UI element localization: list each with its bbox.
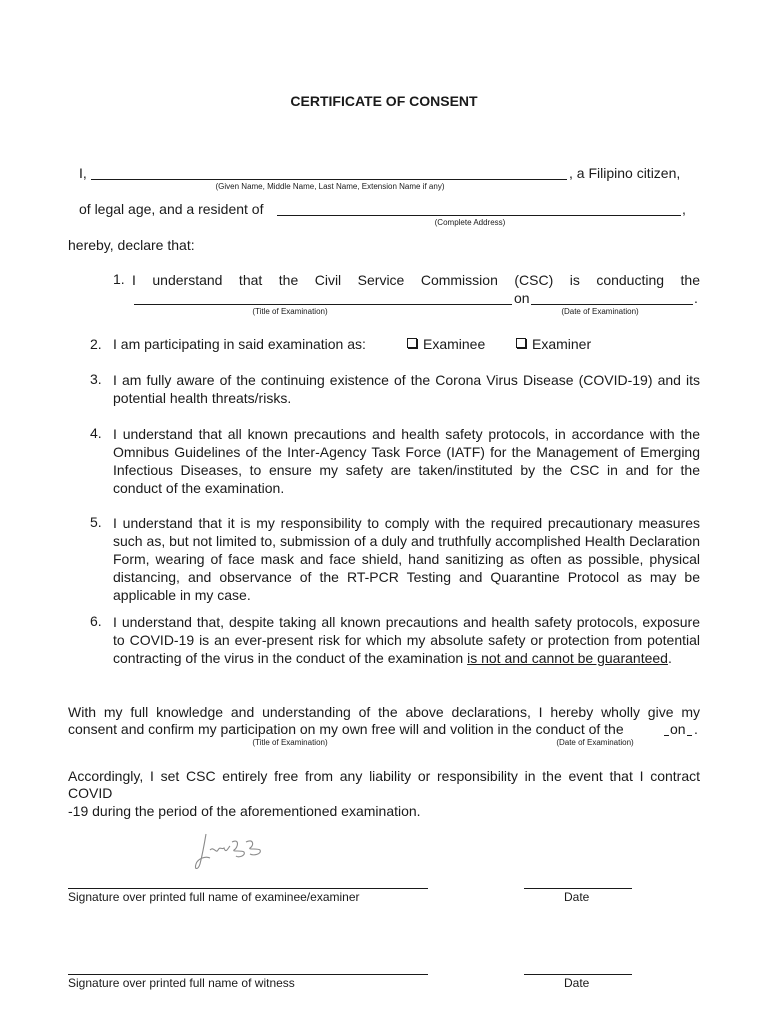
item2-text: I am participating in said examination as:: [113, 336, 366, 352]
exam-date-field-1[interactable]: [531, 304, 693, 305]
handwritten-signature: [192, 828, 272, 876]
item1-number: 1.: [113, 271, 125, 287]
examinee-label: Examinee: [423, 336, 486, 352]
exam-title-field-1[interactable]: [134, 304, 512, 305]
item3-text: I am fully aware of the continuing existence of the Corona Virus Disease (COVID-19) and its potential health threats/risks.: [113, 372, 700, 406]
signature-label-witness: Signature over printed full name of witness: [68, 976, 295, 990]
date-label-witness: Date: [564, 976, 590, 990]
consent-title-caption: (Title of Examination): [252, 738, 328, 747]
examiner-checkbox[interactable]: [516, 338, 526, 348]
date-line-examinee[interactable]: [524, 888, 632, 889]
name-suffix: , a Filipino citizen,: [569, 165, 681, 181]
signature-label-examinee: Signature over printed full name of examinee/examiner: [68, 890, 360, 904]
item4-text: I understand that all known precautions and health safety protocols, in accordance with the Omnibus Guidelines of the Inter-Agency Task Force (IATF) for the Management of Emerging Infectious Diseases, to ensure my safety are taken/instituted by the CSC in and for the conduct of the examination.: [113, 426, 700, 496]
examinee-checkbox[interactable]: [407, 338, 417, 348]
exam-date-field-2[interactable]: [687, 735, 692, 736]
page-title: CERTIFICATE OF CONSENT: [290, 93, 478, 109]
name-prefix: I,: [79, 165, 87, 181]
address-caption: (Complete Address): [434, 218, 506, 227]
name-caption: (Given Name, Middle Name, Last Name, Extension Name if any): [215, 182, 445, 191]
declare-text: hereby, declare that:: [68, 237, 195, 253]
consent-date-caption: (Date of Examination): [556, 738, 634, 747]
consent-line-2: consent and confirm my participation on my own free will and volition in the conduct of the: [68, 721, 624, 737]
signature-line-examinee[interactable]: [68, 888, 428, 889]
date-line-witness[interactable]: [524, 974, 632, 975]
accord-line-3: -19 during the period of the aforementioned examination.: [68, 803, 421, 819]
address-field[interactable]: [277, 215, 681, 216]
item1-date-caption: (Date of Examination): [561, 307, 639, 316]
date-label-examinee: Date: [564, 890, 590, 904]
signature-line-witness[interactable]: [68, 974, 428, 975]
item6-underlined: is not and cannot be guaranteed: [467, 650, 668, 666]
item3-number: 3.: [90, 371, 102, 387]
consent-on: on: [670, 721, 686, 737]
name-field[interactable]: [91, 179, 567, 180]
item1-title-caption: (Title of Examination): [252, 307, 328, 316]
item1-text: I understand that the Civil Service Commission (CSC) is conducting the: [132, 272, 700, 288]
item6-end: .: [667, 650, 672, 666]
item1-end: .: [694, 290, 698, 306]
accord-line-2: COVID: [68, 785, 113, 801]
item5-text: I understand that it is my responsibility to comply with the required precautionary measures such as, but not limited to, submission of a duly and truthfully accomplished Health Declaration Form, wearing of face mask and face shield, hand sanitizing as often as possible, physical distancing, and observance of the RT-PCR Testing and Quarantine Protocol as may be applicable in my case.: [113, 515, 700, 603]
item1-on: on: [514, 290, 530, 306]
examiner-label: Examiner: [532, 336, 592, 352]
address-prefix: of legal age, and a resident of: [79, 201, 264, 217]
consent-end: .: [694, 721, 698, 737]
item6-body: I understand that, despite taking all known precautions and health safety protocols, exposure to COVID-19 is an ever-present risk for which my absolute safety or protection from potential contracting of the virus in the conduct of the examination: [113, 614, 700, 666]
address-suffix: ,: [682, 201, 686, 217]
item5-number: 5.: [90, 514, 102, 530]
examiner-option[interactable]: [516, 336, 591, 352]
accord-line-1: Accordingly, I set CSC entirely free from any liability or responsibility in the event that I contract: [68, 768, 700, 784]
item2-number: 2.: [90, 336, 102, 352]
exam-title-field-2[interactable]: [664, 735, 669, 736]
item6-number: 6.: [90, 613, 102, 629]
examinee-option[interactable]: [407, 336, 485, 352]
item6-text: [113, 613, 700, 667]
consent-line-1: With my full knowledge and understanding of the above declarations, I hereby wholly give my: [68, 704, 700, 720]
item4-number: 4.: [90, 425, 102, 441]
